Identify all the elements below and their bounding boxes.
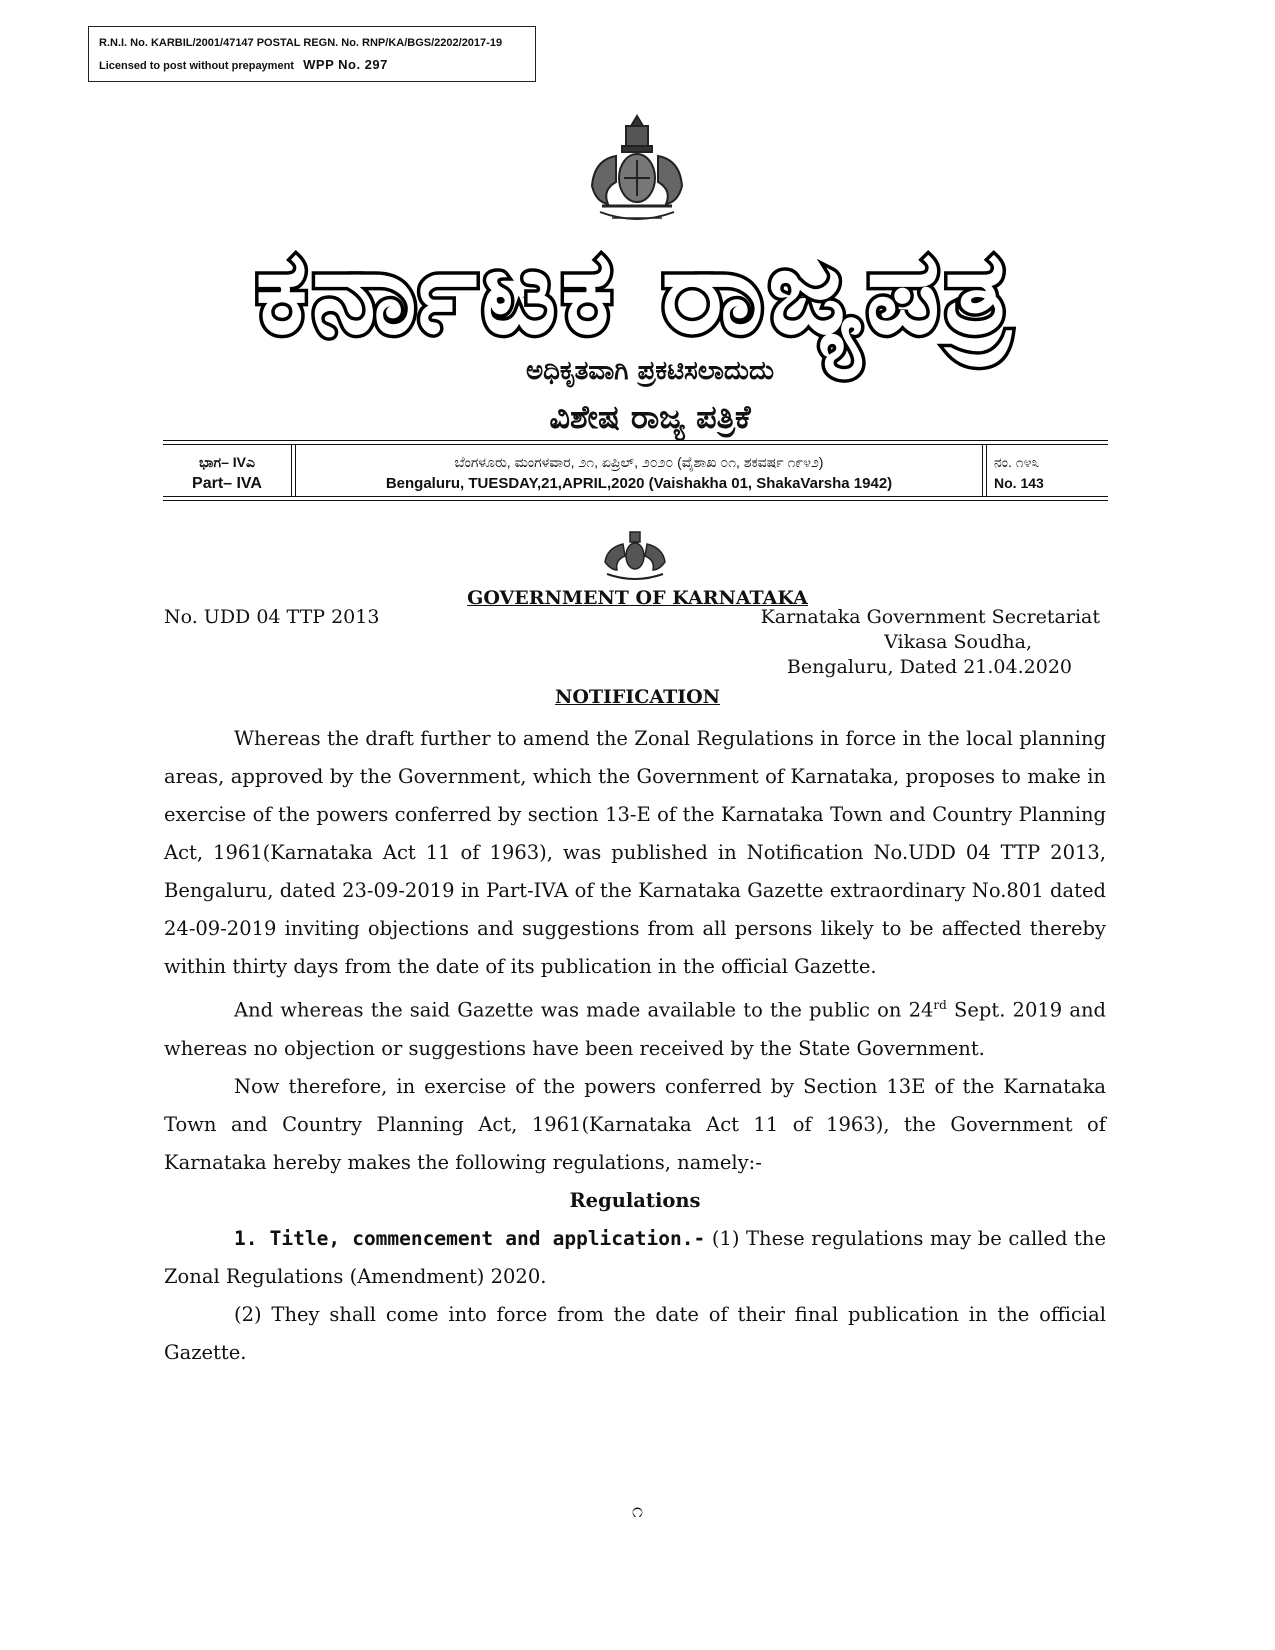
- state-emblem-icon: [582, 112, 692, 224]
- masthead-subtitle-secondary: ವಿಶೇಷ ರಾಜ್ಯ ಪತ್ರಿಕೆ: [549, 398, 751, 436]
- regulations-heading: Regulations: [569, 1188, 701, 1212]
- header-bottom-rule: [163, 496, 1108, 497]
- issue-number-cell: [994, 452, 1104, 494]
- part-cell: [163, 452, 291, 494]
- paragraph-text: (1) These regulations may be called the Zonal Regulations (Amendment) 2020.: [164, 1226, 1106, 1288]
- part-kannada: ಭಾಗ– IVಎ: [199, 454, 255, 470]
- license-text: Licensed to post without prepayment: [99, 60, 294, 72]
- date-cell: [296, 452, 982, 494]
- notification-heading: NOTIFICATION: [554, 686, 721, 708]
- date-english: Bengaluru, TUESDAY,21,APRIL,2020 (Vaishakha 01, ShakaVarsha 1942): [385, 475, 893, 492]
- notification-body: [164, 720, 1106, 1372]
- paragraph: Now therefore, in exercise of the powers conferred by Section 13E of the Karnataka Town and Country Planning Act, 1961(Karnataka Act 11 of 1963), the Government of Karnataka hereby makes the following regulations, namely:-: [164, 1074, 1106, 1174]
- header-bottom-rule-inner: [163, 500, 1108, 501]
- registration-line: R.N.I. No. KARBIL/2001/47147 POSTAL REGN. No. RNP/KA/BGS/2202/2017-19: [99, 37, 503, 49]
- office-line: Karnataka Government Secretariat: [760, 606, 1100, 628]
- gazette-masthead-title: ಕರ್ನಾಟಕ ರಾಜ್ಯಪತ್ರ: [255, 225, 1015, 360]
- issue-number-kannada: ನಂ. ೧೪೩: [994, 454, 1040, 470]
- date-kannada: ಬೆಂಗಳೂರು, ಮಂಗಳವಾರ, ೨೧, ಏಪ್ರಿಲ್, ೨೦೨೦ (ವೈಶಾಖ ೦೧, ಶಕವರ್ಷ ೧೯೪೨): [454, 454, 824, 470]
- paragraph-text: Sept. 2019 and whereas no objection or suggestions have been received by the State Government.: [164, 998, 1106, 1060]
- header-divider: [986, 444, 987, 496]
- office-line: Vikasa Soudha,: [884, 631, 1032, 653]
- paragraph: [164, 1220, 1106, 1296]
- registration-box: [88, 26, 536, 82]
- page-number: ೧: [631, 1498, 644, 1522]
- office-address: [700, 605, 1100, 680]
- paragraph: Whereas the draft further to amend the Zonal Regulations in force in the local planning areas, approved by the Government, which the Government of Karnataka, proposes to make in exercise of the powers conferred by section 13-E of the Karnataka Town and Country Planning Act, 1961(Karnataka Act 11 of 1963), was published in Notification No.UDD 04 TTP 2013, Bengaluru, dated 23-09-2019 in Part-IVA of the Karnataka Gazette extraordinary No.801 dated 24-09-2019 inviting objections and suggestions from all persons likely to be affected thereby within thirty days from the date of its publication in the official Gazette.: [164, 727, 1106, 978]
- paragraph: (2) They shall come into force from the date of their final publication in the official Gazette.: [164, 1302, 1106, 1364]
- license-line: [99, 54, 535, 77]
- header-divider: [291, 444, 292, 496]
- wpp-number: WPP No. 297: [303, 57, 388, 72]
- regulation-title: 1. Title, commencement and application.-: [234, 1226, 706, 1250]
- part-english: Part– IVA: [192, 475, 262, 492]
- government-heading: GOVERNMENT OF KARNATAKA: [467, 587, 808, 609]
- issue-number-english: No. 143: [994, 475, 1044, 491]
- header-top-rule-inner: [163, 444, 1108, 445]
- masthead-subtitle: ಅಧಿಕೃತವಾಗಿ ಪ್ರಕಟಿಸಲಾದುದು: [525, 356, 775, 386]
- ordinal-suffix: rd: [933, 998, 947, 1012]
- paragraph-text: And whereas the said Gazette was made available to the public on 24: [234, 998, 934, 1022]
- header-divider: [982, 444, 983, 496]
- paragraph: [164, 986, 1106, 1068]
- emblem-small-icon: [597, 530, 673, 582]
- header-top-rule: [163, 440, 1108, 441]
- order-number: No. UDD 04 TTP 2013: [164, 606, 380, 628]
- office-line: Bengaluru, Dated 21.04.2020: [786, 656, 1072, 678]
